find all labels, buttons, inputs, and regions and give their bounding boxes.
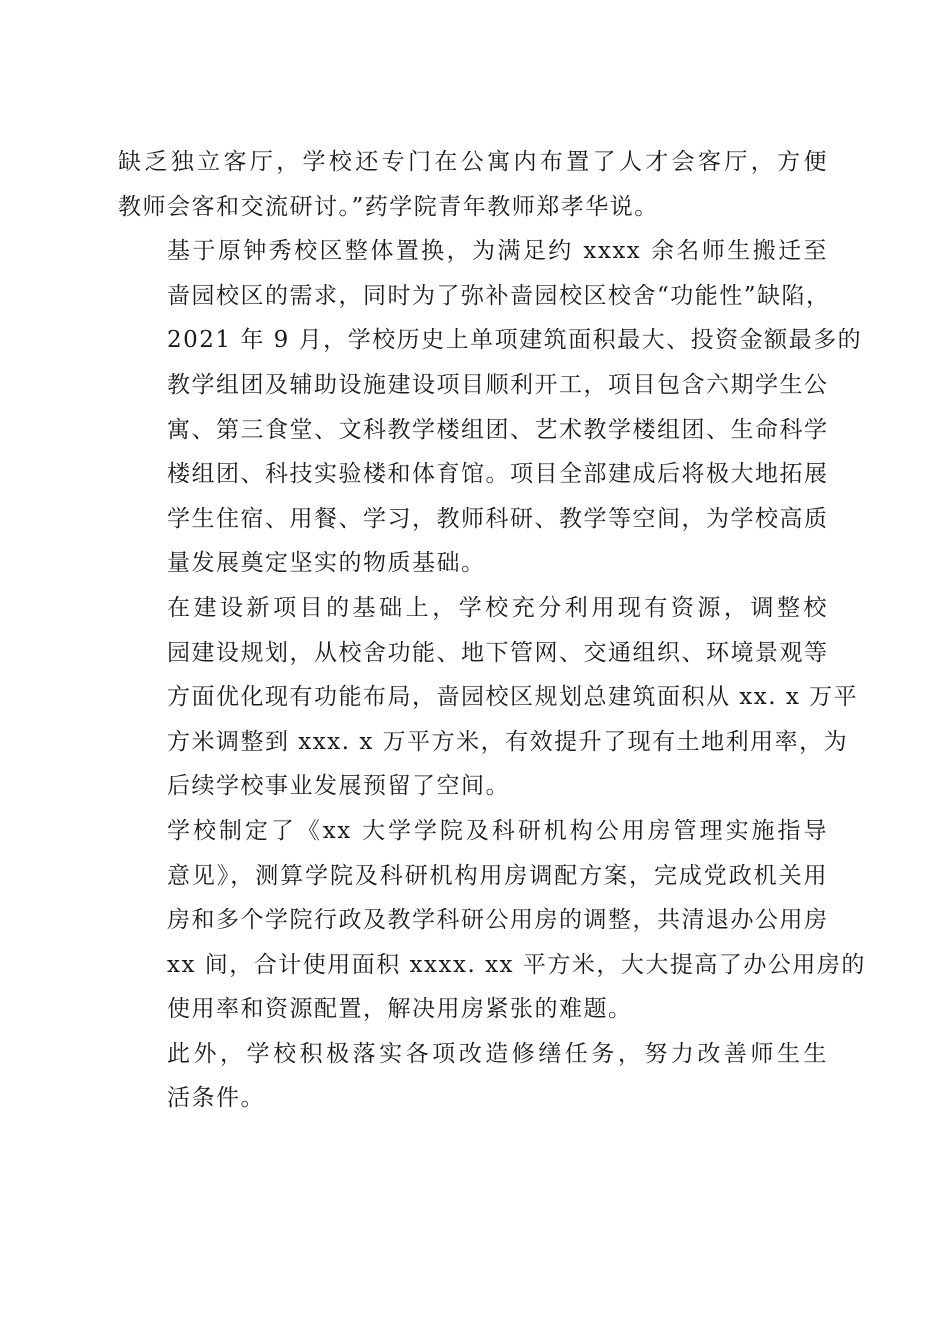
text-line: 活条件。 <box>167 1085 265 1112</box>
paragraph-1 <box>118 140 828 229</box>
text-line: 寓、第三食堂、文科教学楼组团、艺术教学楼组团、生命科学 <box>167 416 829 443</box>
text-line: 意见》，测算学院及科研机构用房调配方案，完成党政机关用 <box>167 862 828 889</box>
text-line: 学生住宿、用餐、学习，教师科研、教学等空间，为学校高质 <box>167 505 829 532</box>
text-line: 2021 年 9 月，学校历史上单项建筑面积最大、投资金额最多的 <box>167 327 863 354</box>
text-line: xx 间，合计使用面积 xxxx. xx 平方米，大大提高了办公用房的 <box>167 951 866 978</box>
paragraph-5 <box>118 1032 828 1121</box>
text-line: 缺乏独立客厅，学校还专门在公寓内布置了人才会客厅，方便 <box>118 149 828 175</box>
text-line: 使用率和资源配置，解决用房紧张的难题。 <box>167 996 633 1023</box>
text-line: 楼组团、科技实验楼和体育馆。项目全部建成后将极大地拓展 <box>167 461 829 488</box>
text-line: 后续学校事业发展预留了空间。 <box>167 773 510 800</box>
document-body <box>118 140 866 1121</box>
text-line: 在建设新项目的基础上，学校充分利用现有资源，调整校 <box>167 594 828 621</box>
text-line: 量发展奠定坚实的物质基础。 <box>167 550 486 577</box>
text-line: 基于原钟秀校区整体置换，为满足约 xxxx 余名师生搬迁至 <box>167 238 828 265</box>
text-line: 方米调整到 xxx. x 万平方米，有效提升了现有土地利用率，为 <box>167 728 849 755</box>
text-line: 房和多个学院行政及教学科研公用房的调整，共清退办公用房 <box>167 907 829 934</box>
paragraph-2 <box>118 229 863 586</box>
text-line: 学校制定了《xx 大学学院及科研机构公用房管理实施指导 <box>167 817 828 844</box>
text-line: 方面优化现有功能布局，啬园校区规划总建筑面积从 xx. x 万平 <box>167 684 859 711</box>
text-line: 教师会客和交流研讨。”药学院青年教师郑孝华说。 <box>118 193 659 220</box>
text-line: 教学组团及辅助设施建设项目顺利开工，项目包含六期学生公 <box>167 371 829 398</box>
text-line: 园建设规划，从校舍功能、地下管网、交通组织、环境景观等 <box>167 639 829 666</box>
text-line: 此外，学校积极落实各项改造修缮任务，努力改善师生生 <box>167 1040 828 1067</box>
paragraph-3 <box>118 586 859 809</box>
text-line: 啬园校区的需求，同时为了弥补啬园校区校舍“功能性”缺陷， <box>167 282 831 309</box>
paragraph-4 <box>118 809 866 1032</box>
